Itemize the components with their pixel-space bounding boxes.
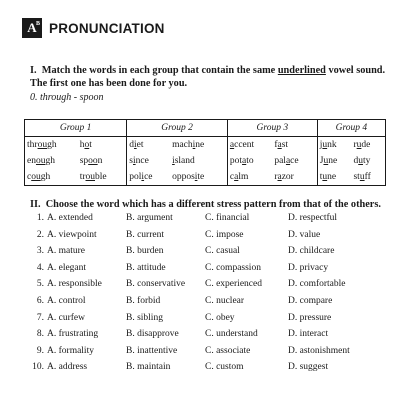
word-underlined-part: a — [242, 156, 247, 166]
group-header: Group 3 — [227, 120, 317, 137]
word-cell — [25, 137, 78, 154]
word-pre: oppos — [172, 172, 195, 182]
word-underlined-part: i — [194, 172, 198, 182]
question-row — [0, 246, 400, 260]
question-number: 3. — [36, 246, 44, 257]
option-c: C. casual — [205, 246, 240, 257]
section1-instruction — [30, 64, 386, 90]
option-d: D. comfortable — [288, 279, 346, 290]
word-pre: d — [353, 156, 359, 166]
option-b: B. sibling — [126, 312, 163, 323]
option-b: B. current — [126, 229, 164, 240]
table-row — [25, 153, 386, 169]
word-pre: t — [319, 172, 323, 182]
word-post: t — [89, 140, 92, 150]
word-underlined-part: a — [234, 172, 239, 182]
word-underlined-part: u — [322, 172, 328, 182]
word-post: nk — [327, 140, 337, 150]
word-cell — [170, 137, 227, 154]
word-pre: h — [79, 140, 85, 150]
word-cell — [317, 137, 351, 154]
word-post: gh — [45, 156, 55, 166]
question-number: 7. — [36, 312, 44, 323]
word-pre: sp — [79, 156, 89, 166]
word-pre: c — [27, 172, 32, 182]
section1-text-pre: Match the words in each group that contain the same — [41, 65, 278, 76]
question-row — [0, 329, 400, 343]
word-underlined-part: u — [322, 140, 328, 150]
word-pre: pot — [229, 156, 243, 166]
question-row — [0, 313, 400, 327]
group-header: Group 1 — [25, 120, 127, 137]
table-header-row — [25, 120, 386, 137]
word-post: zor — [281, 172, 294, 182]
option-a: A. address — [47, 362, 88, 373]
word-groups-table — [24, 119, 386, 186]
word-cell — [78, 169, 127, 186]
option-d: D. suggest — [288, 362, 329, 373]
group-header: Group 4 — [317, 120, 385, 137]
option-b: B. attitude — [126, 262, 166, 273]
word-cell — [127, 153, 170, 169]
word-cell — [272, 137, 317, 154]
word-pre: en — [27, 156, 36, 166]
option-c: C. experienced — [205, 279, 262, 290]
section1-number: I. — [30, 65, 37, 76]
word-cell — [272, 169, 317, 186]
section-badge — [22, 18, 42, 38]
word-pre: mach — [172, 140, 193, 150]
option-b: B. argument — [126, 213, 173, 223]
word-post: gh — [47, 140, 57, 150]
question-number: 6. — [36, 296, 44, 306]
word-post: ff — [364, 172, 371, 182]
question-number: 2. — [36, 229, 44, 240]
word-underlined-part: i — [172, 156, 175, 166]
word-post: ble — [95, 172, 107, 182]
word-pre: st — [353, 172, 360, 182]
word-underlined-part: u — [323, 156, 329, 166]
word-cell — [351, 137, 385, 154]
group-header: Group 2 — [127, 120, 228, 137]
word-pre: r — [274, 172, 278, 182]
question-row — [0, 346, 400, 360]
question-number: 5. — [36, 279, 44, 290]
word-post: te — [197, 172, 205, 182]
option-c: C. compassion — [205, 262, 261, 273]
word-post: ce — [290, 156, 299, 166]
question-row — [0, 279, 400, 293]
word-pre: thr — [27, 140, 38, 150]
word-post: ne — [328, 156, 338, 166]
option-c: C. understand — [205, 329, 258, 340]
word-post: ccent — [234, 140, 255, 150]
word-cell — [227, 169, 272, 186]
word-cell — [351, 153, 385, 169]
option-b: B. burden — [126, 246, 164, 257]
option-d: D. interact — [288, 329, 329, 340]
word-post: lm — [238, 172, 249, 182]
word-pre: s — [129, 156, 133, 166]
section-header — [22, 18, 165, 38]
badge-superscript: B — [35, 21, 40, 27]
option-c: C. financial — [205, 213, 250, 223]
word-cell — [227, 153, 272, 169]
word-underlined-part: ou — [31, 172, 41, 182]
word-post: et — [136, 140, 144, 150]
word-pre: pol — [129, 172, 142, 182]
question-number: 10. — [32, 362, 44, 373]
option-a: A. responsible — [47, 279, 102, 290]
option-c: C. impose — [205, 229, 244, 240]
option-a: A. curfew — [47, 312, 85, 323]
word-underlined-part: oo — [88, 156, 98, 166]
question-number: 1. — [36, 213, 44, 223]
word-cell — [317, 169, 351, 186]
question-row — [0, 230, 400, 244]
section2-number: II. — [30, 199, 41, 210]
option-d: D. respectful — [288, 213, 338, 223]
word-post: ce — [144, 172, 153, 182]
question-number: 8. — [36, 329, 44, 340]
word-cell — [78, 153, 127, 169]
word-cell — [25, 153, 78, 169]
option-d: D. astonishment — [288, 345, 350, 356]
question-row — [0, 296, 400, 310]
section1-example: 0. through - spoon — [30, 92, 104, 103]
question-number: 9. — [36, 345, 44, 356]
word-pre: J — [319, 156, 324, 166]
word-underlined-part: ou — [85, 172, 96, 182]
word-post: st — [281, 140, 289, 150]
word-underlined-part: a — [229, 140, 235, 150]
word-cell — [170, 153, 227, 169]
word-post: ne — [327, 172, 337, 182]
word-underlined-part: ou — [37, 140, 48, 150]
word-post: ne — [195, 140, 205, 150]
option-d: D. privacy — [288, 262, 329, 273]
word-underlined-part: u — [358, 156, 363, 166]
word-underlined-part: ou — [35, 156, 46, 166]
word-underlined-part: i — [134, 140, 137, 150]
option-d: D. childcare — [288, 246, 335, 257]
option-d: D. compare — [288, 296, 333, 306]
option-a: A. viewpoint — [47, 229, 97, 240]
question-row — [0, 362, 400, 376]
option-b: B. inattentive — [126, 345, 178, 356]
option-b: B. disapprove — [126, 329, 179, 340]
option-a: A. mature — [47, 246, 85, 257]
word-cell — [351, 169, 385, 186]
word-cell — [127, 169, 170, 186]
option-c: C. nuclear — [205, 296, 245, 306]
word-pre: c — [229, 172, 235, 182]
word-cell — [227, 137, 272, 154]
word-cell — [78, 137, 127, 154]
option-b: B. forbid — [126, 296, 161, 306]
word-cell — [317, 153, 351, 169]
word-post: to — [246, 156, 254, 166]
word-post: gh — [40, 172, 51, 182]
word-pre: f — [274, 140, 278, 150]
option-b: B. conservative — [126, 279, 186, 290]
word-underlined-part: u — [359, 172, 365, 182]
page-title: PRONUNCIATION — [49, 20, 165, 36]
option-d: D. pressure — [288, 312, 332, 323]
option-a: A. formality — [47, 345, 94, 356]
badge-letter: A — [27, 20, 37, 35]
word-post: sland — [174, 156, 195, 166]
word-underlined-part: o — [84, 140, 90, 150]
word-pre: tr — [79, 172, 86, 182]
word-pre: r — [353, 140, 357, 150]
word-underlined-part: a — [277, 140, 282, 150]
word-underlined-part: a — [285, 156, 291, 166]
word-post: de — [361, 140, 371, 150]
table-row — [25, 169, 386, 186]
word-cell — [272, 153, 317, 169]
word-pre: pal — [274, 156, 286, 166]
word-post: ty — [362, 156, 371, 166]
option-a: A. control — [47, 296, 86, 306]
word-underlined-part: a — [277, 172, 282, 182]
option-c: C. associate — [205, 345, 251, 356]
word-post: nce — [135, 156, 149, 166]
word-pre: j — [319, 140, 323, 150]
section1-underlined-word: underlined — [277, 65, 326, 76]
option-c: C. custom — [205, 362, 244, 373]
word-underlined-part: i — [132, 156, 136, 166]
option-b: B. maintain — [126, 362, 171, 373]
option-a: A. frustrating — [47, 329, 99, 340]
word-cell — [170, 169, 227, 186]
word-post: n — [97, 156, 103, 166]
section2-instruction — [30, 199, 381, 210]
word-cell — [25, 169, 78, 186]
word-underlined-part: u — [356, 140, 362, 150]
option-a: A. elegant — [47, 262, 87, 273]
section1-text-post: vowel sound. The first one has been done for you. — [30, 65, 386, 89]
table-row — [25, 137, 386, 154]
word-pre: d — [129, 140, 135, 150]
question-row — [0, 213, 400, 227]
option-c: C. obey — [205, 312, 235, 323]
section2-text: Choose the word which has a different stress pattern from that of the others. — [45, 199, 381, 210]
word-cell — [127, 137, 170, 154]
option-d: D. value — [288, 229, 321, 240]
question-row — [0, 263, 400, 277]
question-number: 4. — [36, 262, 44, 273]
word-underlined-part: i — [141, 172, 145, 182]
option-a: A. extended — [47, 213, 93, 223]
word-underlined-part: i — [192, 140, 196, 150]
